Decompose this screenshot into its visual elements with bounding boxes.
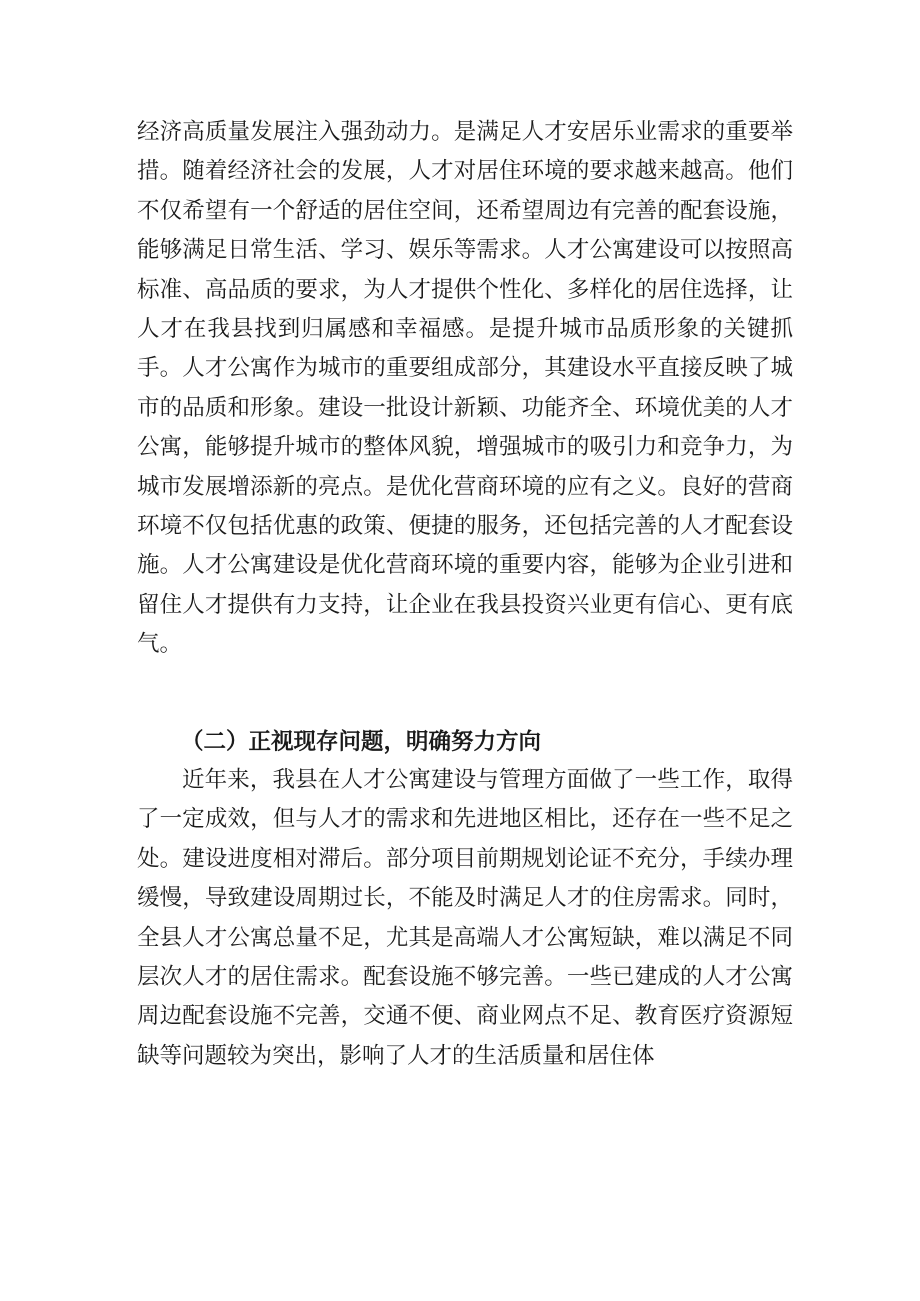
body-paragraph: 经济高质量发展注入强劲动力。是满足人才安居乐业需求的重要举措。随着经济社会的发展，人才对居住环境的要求越来越高。他们不仅希望有一个舒适的居住空间，还希望周边有完善的配套设施，能够满足日常生活、学习、娱乐等需求。人才公寓建设可以按照高标准、高品质的要求，为人才提供个性化、多样化的居住选择，让人才在我县找到归属感和幸福感。是提升城市品质形象的关键抓手。人才公寓作为城市的重要组成部分，其建设水平直接反映了城市的品质和形象。建设一批设计新颖、功能齐全、环境优美的人才公寓，能够提升城市的整体风貌，增强城市的吸引力和竞争力，为城市发展增添新的亮点。是优化营商环境的应有之义。良好的营商环境不仅包括优惠的政策、便捷的服务，还包括完善的人才配套设施。人才公寓建设是优化营商环境的重要内容，能够为企业引进和留住人才提供有力支持，让企业在我县投资兴业更有信心、更有底气。 (137, 119, 793, 658)
body-paragraph: 近年来，我县在人才公寓建设与管理方面做了一些工作，取得了一定成效，但与人才的需求和先进地区相比，还存在一些不足之处。建设进度相对滞后。部分项目前期规划论证不充分，手续办理缓慢，导致建设周期过长，不能及时满足人才的住房需求。同时，全县人才公寓总量不足，尤其是高端人才公寓短缺，难以满足不同层次人才的居住需求。配套设施不够完善。一些已建成的人才公寓周边配套设施不完善，交通不便、商业网点不足、教育医疗资源短缺等问题较为突出，影响了人才的生活质量和居住体 (137, 767, 793, 1069)
section-heading: （二）正视现存问题，明确努力方向 (181, 729, 542, 755)
